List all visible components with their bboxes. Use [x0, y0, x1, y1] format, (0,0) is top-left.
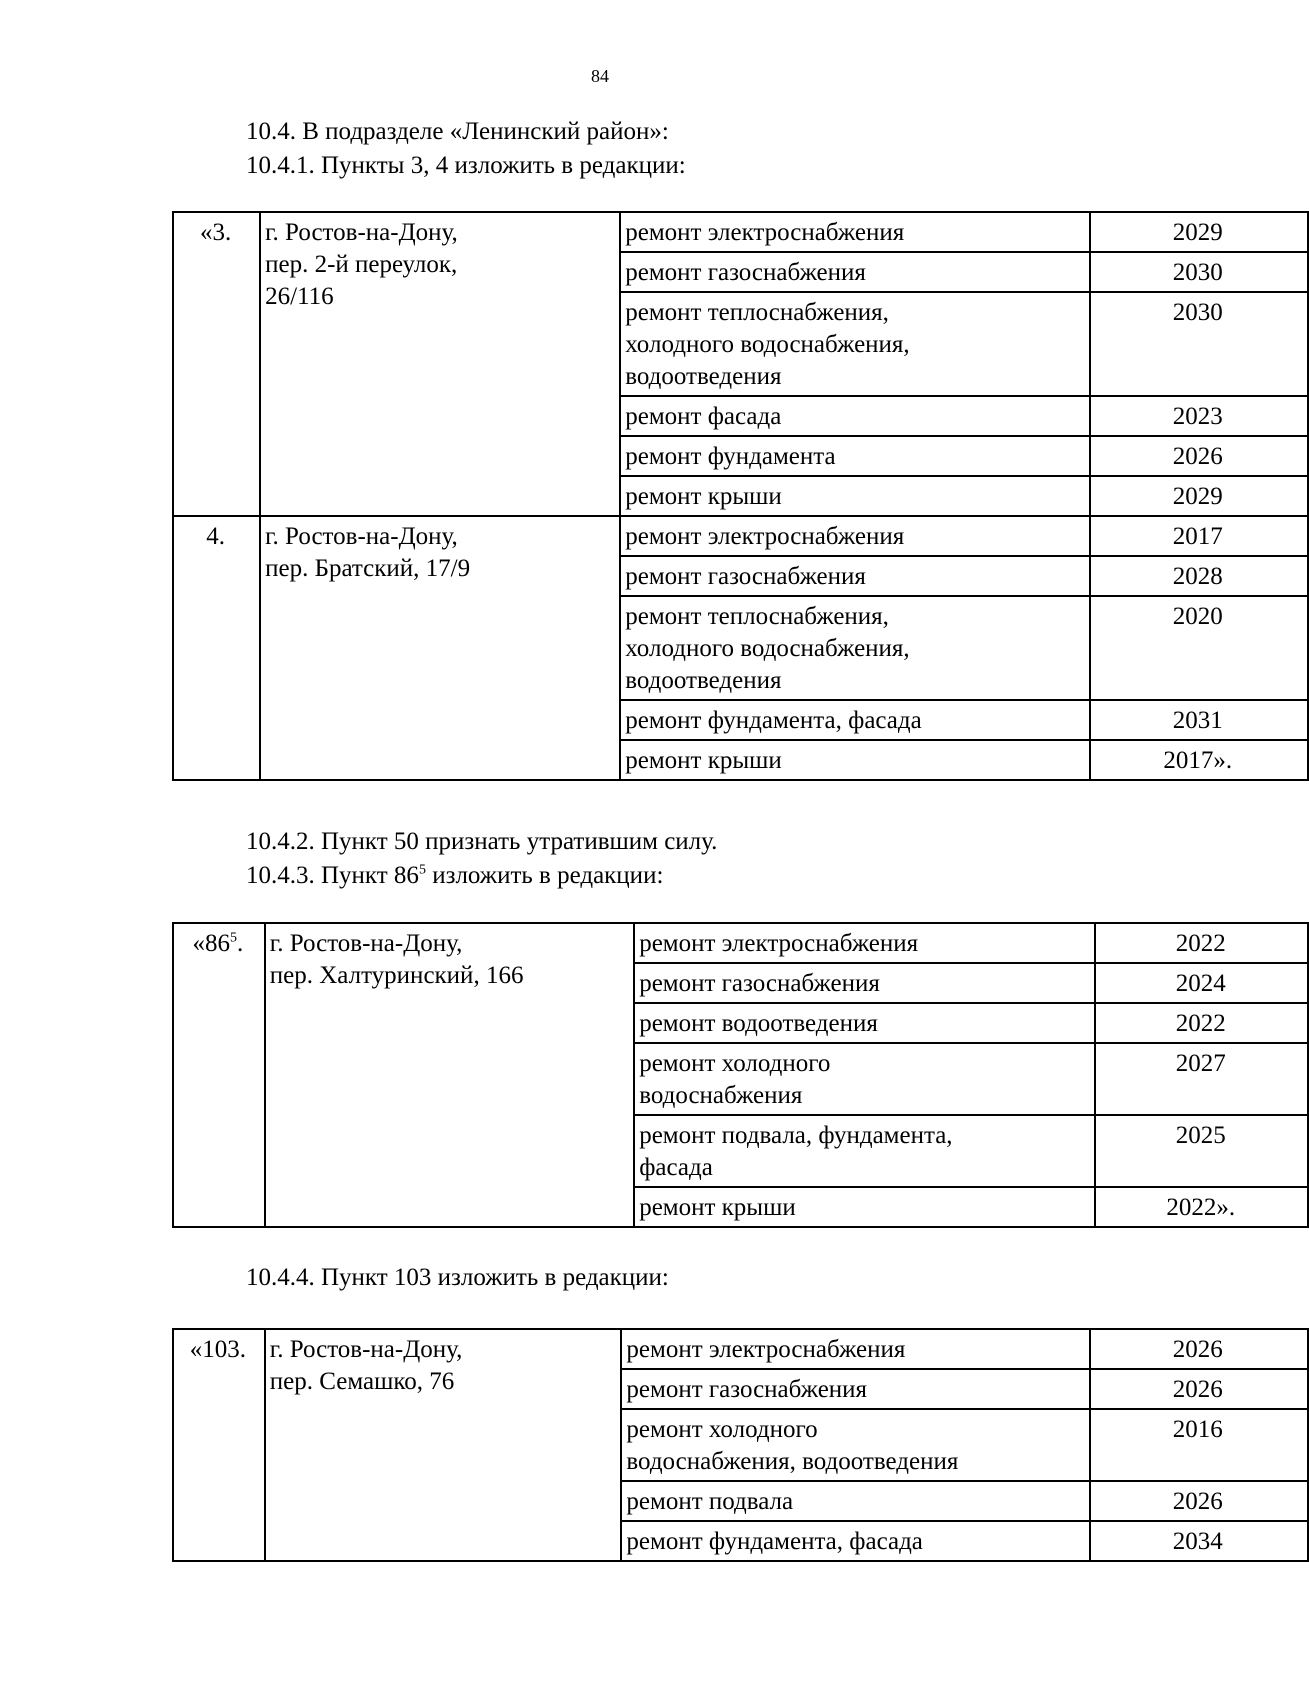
- work-type: ремонт электроснабжения: [620, 516, 1089, 556]
- work-type: ремонт теплоснабжения, холодного водоснабжения, водоотведения: [620, 596, 1089, 700]
- work-type: ремонт электроснабжения: [634, 923, 1095, 963]
- work-type: ремонт фундамента: [620, 436, 1089, 476]
- work-year: 2029: [1090, 476, 1308, 516]
- work-year: 2020: [1090, 596, 1308, 700]
- work-type: ремонт подвала, фундамента, фасада: [634, 1115, 1095, 1187]
- work-type: ремонт крыши: [634, 1187, 1095, 1227]
- work-year: 2017».: [1090, 740, 1308, 780]
- work-type: ремонт фундамента, фасада: [620, 700, 1089, 740]
- work-year: 2034: [1090, 1521, 1308, 1561]
- work-type: ремонт подвала: [621, 1481, 1089, 1521]
- work-year: 2031: [1090, 700, 1308, 740]
- item-address: г. Ростов-на-Дону, пер. Семашко, 76: [265, 1329, 622, 1561]
- work-year: 2030: [1090, 252, 1308, 292]
- work-year: 2026: [1090, 436, 1308, 476]
- work-type: ремонт газоснабжения: [634, 963, 1095, 1003]
- paragraph-10-4-1: 10.4.1. Пункты 3, 4 изложить в редакции:: [246, 152, 686, 179]
- work-type: ремонт крыши: [620, 740, 1089, 780]
- work-type: ремонт газоснабжения: [620, 252, 1089, 292]
- work-type: ремонт крыши: [620, 476, 1089, 516]
- work-year: 2027: [1095, 1043, 1308, 1115]
- item-number: 4.: [173, 516, 260, 780]
- work-year: 2022: [1095, 1003, 1308, 1043]
- table-row: [173, 1329, 1308, 1369]
- work-year: 2026: [1090, 1369, 1308, 1409]
- paragraph-10-4-3: 10.4.3. Пункт $86^5$ изложить в редакции:: [246, 862, 664, 889]
- paragraph-10-4: 10.4. В подразделе «Ленинский район»:: [246, 118, 669, 145]
- table-item-86-5: [172, 922, 1309, 1228]
- item-address: г. Ростов-на-Дону, пер. Халтуринский, 166: [265, 923, 634, 1227]
- work-type: ремонт фасада: [620, 396, 1089, 436]
- work-type: ремонт фундамента, фасада: [621, 1521, 1089, 1561]
- work-year: 2022: [1095, 923, 1308, 963]
- work-type: ремонт теплоснабжения, холодного водоснабжения, водоотведения: [620, 292, 1089, 396]
- work-year: 2016: [1090, 1409, 1308, 1481]
- work-year: 2023: [1090, 396, 1308, 436]
- work-year: 2028: [1090, 556, 1308, 596]
- table-row: [173, 923, 1308, 963]
- work-year: 2025: [1095, 1115, 1308, 1187]
- work-type: ремонт водоотведения: [634, 1003, 1095, 1043]
- work-type: ремонт холодного водоснабжения: [634, 1043, 1095, 1115]
- work-year: 2022».: [1095, 1187, 1308, 1227]
- paragraph-10-4-4: 10.4.4. Пункт 103 изложить в редакции:: [246, 1264, 669, 1291]
- work-year: 2026: [1090, 1329, 1308, 1369]
- paragraph-10-4-2: 10.4.2. Пункт 50 признать утратившим силу.: [246, 828, 718, 855]
- item-number: «3.: [173, 212, 260, 516]
- work-year: 2024: [1095, 963, 1308, 1003]
- page-number: 84: [591, 66, 609, 86]
- work-year: 2030: [1090, 292, 1308, 396]
- item-address: г. Ростов-на-Дону, пер. Братский, 17/9: [260, 516, 620, 780]
- item-number: «$86^5$.: [173, 923, 265, 1227]
- table-row: [173, 516, 1308, 556]
- work-year: 2029: [1090, 212, 1308, 252]
- work-type: ремонт электроснабжения: [621, 1329, 1089, 1369]
- work-type: ремонт электроснабжения: [620, 212, 1089, 252]
- work-type: ремонт газоснабжения: [621, 1369, 1089, 1409]
- work-type: ремонт газоснабжения: [620, 556, 1089, 596]
- work-type: ремонт холодного водоснабжения, водоотведения: [621, 1409, 1089, 1481]
- item-number: «103.: [173, 1329, 265, 1561]
- work-year: 2026: [1090, 1481, 1308, 1521]
- table-item-103: [172, 1328, 1309, 1562]
- item-address: г. Ростов-на-Дону, пер. 2-й переулок, 26/116: [260, 212, 620, 516]
- table-items-3-4: [172, 211, 1309, 781]
- table-row: [173, 212, 1308, 252]
- work-year: 2017: [1090, 516, 1308, 556]
